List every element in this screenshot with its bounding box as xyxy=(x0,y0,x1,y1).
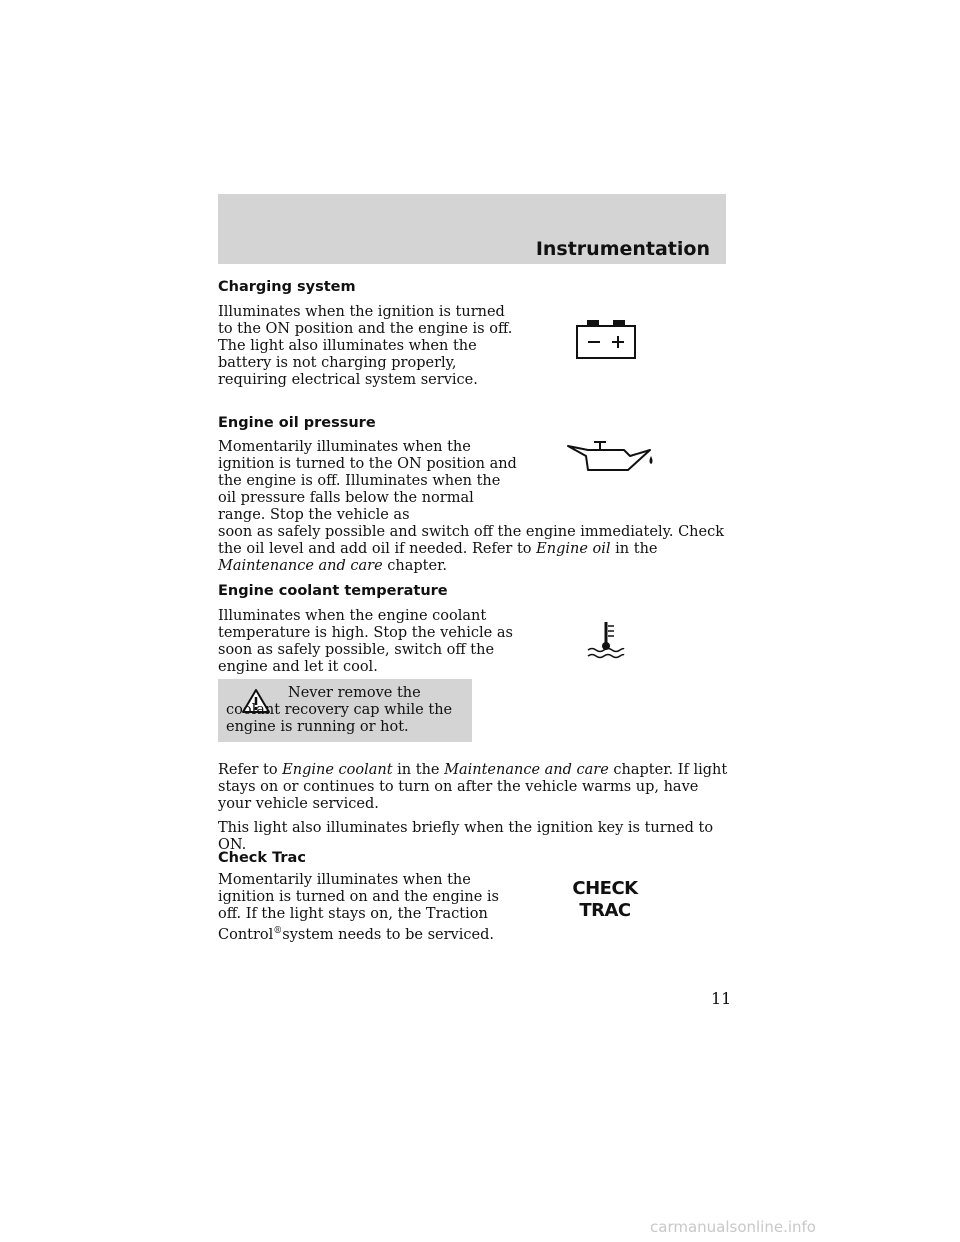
engine-oil-reference: Engine oil xyxy=(536,541,611,557)
charging-body: Illuminates when the ignition is turned to the ON position and the engine is off. The light also illuminates when the battery is not charging properly, requiring electrical system service. xyxy=(218,304,513,388)
trac-body: Momentarily illuminates when the ignition is turned on and the engine is off. If the light stays on, the Traction Control®system needs to be serviced. xyxy=(218,872,499,943)
page-number: 11 xyxy=(711,989,732,1008)
coolant-temperature-icon xyxy=(586,620,626,660)
trac-heading: Check Trac xyxy=(218,850,306,866)
check-trac-indicator xyxy=(560,878,650,922)
oil-body-continued: soon as safely possible and switch off the engine immediately. Check the oil level and add oil if needed. Refer to Engine oil in the Maintenance and care chapter. xyxy=(218,524,725,574)
oil-can-icon xyxy=(564,436,660,472)
warning-box xyxy=(218,679,472,742)
oil-heading: Engine oil pressure xyxy=(218,415,376,431)
check-trac-line-2: TRAC xyxy=(579,900,631,921)
registered-mark: ® xyxy=(273,926,283,936)
header-band xyxy=(218,194,726,264)
oil-body-lead: Momentarily illuminates when the ignition is turned to the ON position and the engine is off. Illuminates when the oil pressure falls below the normal range. Stop the vehicle as xyxy=(218,439,517,523)
check-trac-line-1: CHECK xyxy=(572,878,638,899)
watermark: carmanualsonline.info xyxy=(650,1218,816,1236)
coolant-body: Illuminates when the engine coolant temperature is high. Stop the vehicle as soon as safely possible, switch off the engine and let it cool. xyxy=(218,608,513,675)
coolant-heading: Engine coolant temperature xyxy=(218,583,448,599)
engine-coolant-reference: Engine coolant xyxy=(282,762,393,778)
warning-text: Never remove the coolant recovery cap while the engine is running or hot. xyxy=(226,685,453,735)
charging-heading: Charging system xyxy=(218,279,356,295)
page-title: Instrumentation xyxy=(535,238,710,260)
maintenance-chapter-reference: Maintenance and care xyxy=(218,558,383,574)
coolant-refer-text: Refer to Engine coolant in the Maintenance and care chapter. If light stays on or continues to turn on after the vehicle warms up, have your vehicle serviced. xyxy=(218,762,728,812)
battery-icon xyxy=(574,318,638,362)
maintenance-chapter-reference-2: Maintenance and care xyxy=(444,762,609,778)
coolant-note: This light also illuminates briefly when the ignition key is turned to ON. xyxy=(218,820,714,853)
